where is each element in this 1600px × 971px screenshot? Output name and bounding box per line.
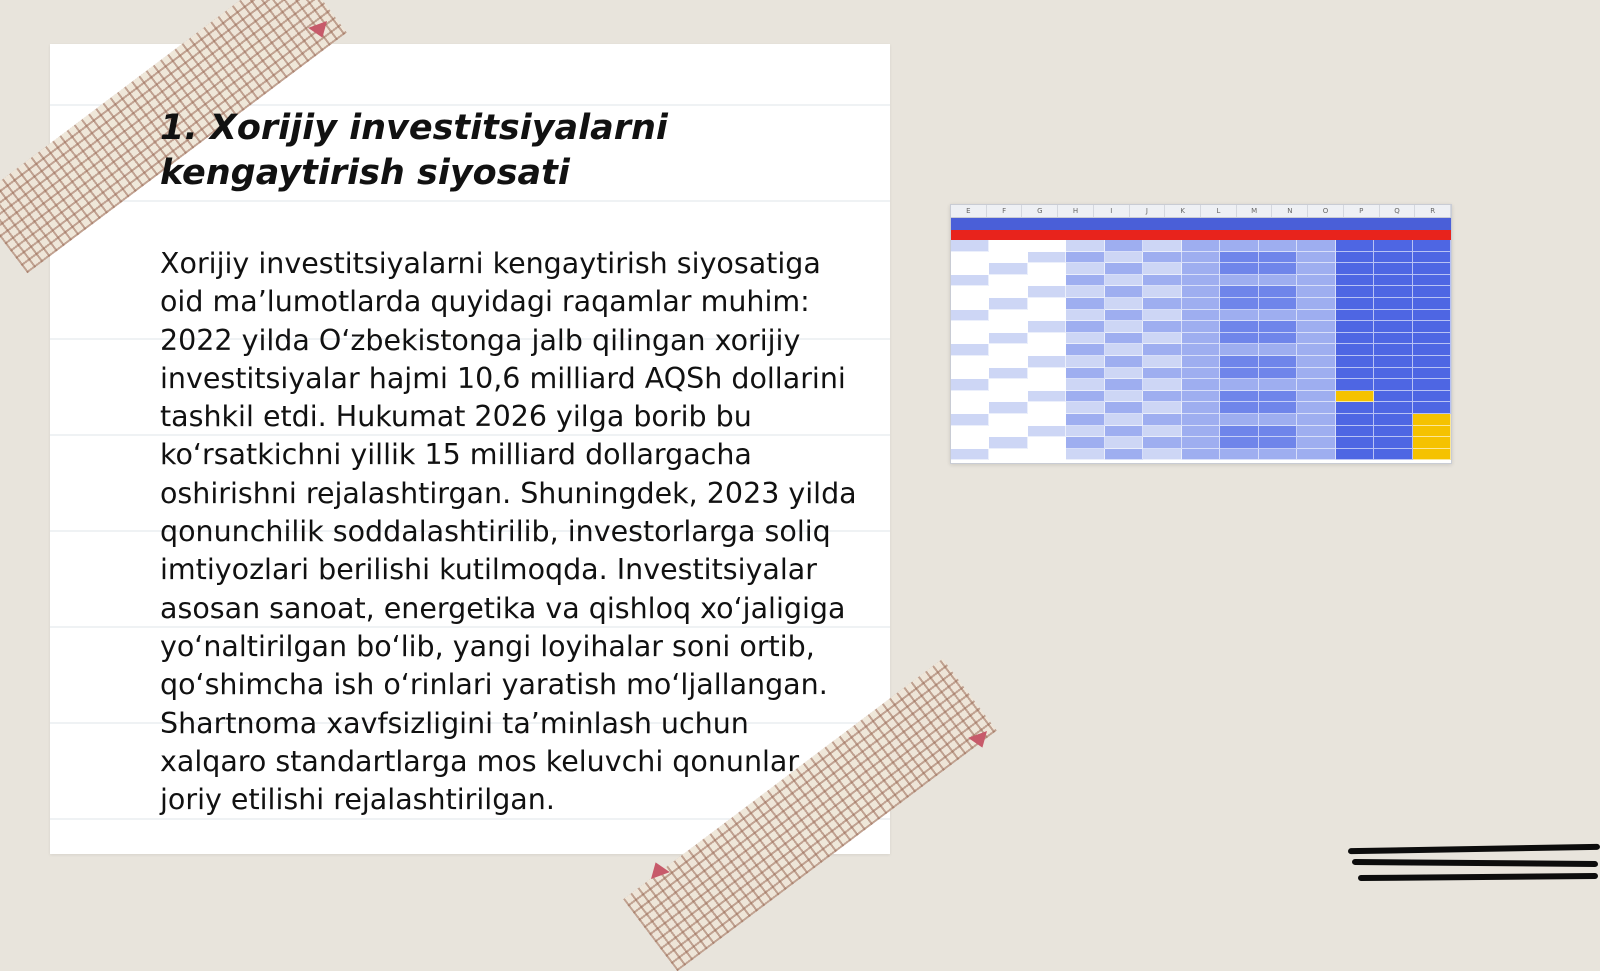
column-letter: E xyxy=(951,205,987,217)
spreadsheet-cell xyxy=(1028,402,1066,414)
spreadsheet-cell xyxy=(1182,426,1220,438)
column-letter: F xyxy=(987,205,1023,217)
spreadsheet-cell xyxy=(1066,286,1104,298)
spreadsheet-cell xyxy=(1413,240,1451,252)
brush-stroke xyxy=(1352,859,1598,867)
spreadsheet-cell xyxy=(1182,344,1220,356)
spreadsheet-cell xyxy=(951,321,989,333)
spreadsheet-cell xyxy=(1028,286,1066,298)
spreadsheet-cell xyxy=(1336,321,1374,333)
spreadsheet-cell xyxy=(1259,356,1297,368)
spreadsheet-cell xyxy=(1220,426,1258,438)
spreadsheet-cell xyxy=(1374,298,1412,310)
spreadsheet-cell xyxy=(1066,437,1104,449)
spreadsheet-cell xyxy=(951,310,989,322)
spreadsheet-cell xyxy=(1182,240,1220,252)
spreadsheet-cell xyxy=(989,426,1027,438)
spreadsheet-cell xyxy=(951,426,989,438)
column-letter: L xyxy=(1201,205,1237,217)
spreadsheet-cell xyxy=(1259,263,1297,275)
title-line-1: 1. Xorijiy investitsiyalarni xyxy=(160,108,668,148)
spreadsheet-cell xyxy=(1259,240,1297,252)
spreadsheet-cell xyxy=(1374,263,1412,275)
spreadsheet-cell xyxy=(1066,298,1104,310)
spreadsheet-cell xyxy=(1220,240,1258,252)
spreadsheet-cell xyxy=(989,252,1027,264)
spreadsheet-cell xyxy=(1182,321,1220,333)
spreadsheet-cell xyxy=(1143,263,1181,275)
spreadsheet-cell xyxy=(1066,263,1104,275)
spreadsheet-cell xyxy=(989,263,1027,275)
spreadsheet-cell xyxy=(1105,286,1143,298)
spreadsheet-cell xyxy=(1105,449,1143,461)
spreadsheet-cell xyxy=(1220,333,1258,345)
spreadsheet-cell xyxy=(1028,426,1066,438)
spreadsheet-cell xyxy=(1297,333,1335,345)
spreadsheet-cell xyxy=(1374,344,1412,356)
spreadsheet-cell xyxy=(1259,298,1297,310)
spreadsheet-cell xyxy=(951,333,989,345)
column-letter: M xyxy=(1237,205,1273,217)
spreadsheet-cell xyxy=(1220,286,1258,298)
spreadsheet-cell xyxy=(1336,368,1374,380)
spreadsheet-cell xyxy=(1028,356,1066,368)
spreadsheet-cell xyxy=(1336,286,1374,298)
spreadsheet-cell xyxy=(1182,356,1220,368)
spreadsheet-cell xyxy=(1105,426,1143,438)
spreadsheet-cell xyxy=(1143,437,1181,449)
spreadsheet-cell xyxy=(1105,298,1143,310)
spreadsheet-cell xyxy=(1413,368,1451,380)
spreadsheet-cell xyxy=(1182,368,1220,380)
spreadsheet-cell xyxy=(1259,437,1297,449)
spreadsheet-cell xyxy=(1297,252,1335,264)
spreadsheet-cell xyxy=(1297,391,1335,403)
slide-body-text: Xorijiy investitsiyalarni kengaytirish siyosatiga oid ma’lumotlarda quyidagi raqamlar muhim: 2022 yilda O‘zbekistonga jalb qilingan xorijiy investitsiyalar hajmi 10,6 milliard AQSh dollarini tashkil etdi. Hukumat 2026 yilga borib bu ko‘rsatkichni yillik 15 milliard dollargacha oshirishni rejalashtirgan. Shuningdek, 2023 yilda qonunchilik soddalashtirilib, investorlarga soliq imtiyozlari berilishi kutilmoqda. Investitsiyalar asosan sanoat, energetika va qishloq xo‘jaligiga yo‘naltirilgan bo‘lib, yangi loyihalar soni ortib, qo‘shimcha ish o‘rinlari yaratish mo‘ljallangan. Shartnoma xavfsizligini ta’minlash uchun xalqaro standartlarga mos keluvchi qonunlar joriy etilishi rejalashtirilgan. xyxy=(160,247,857,817)
spreadsheet-cell xyxy=(1259,344,1297,356)
spreadsheet-cell xyxy=(1066,426,1104,438)
spreadsheet-cell xyxy=(1105,240,1143,252)
spreadsheet-cell xyxy=(1413,402,1451,414)
spreadsheet-cell xyxy=(1105,402,1143,414)
spreadsheet-cell xyxy=(1066,240,1104,252)
spreadsheet-cell xyxy=(1413,379,1451,391)
spreadsheet-cell xyxy=(1066,368,1104,380)
spreadsheet-image xyxy=(950,204,1452,464)
spreadsheet-cell xyxy=(1413,310,1451,322)
spreadsheet-cell xyxy=(1220,310,1258,322)
spreadsheet-cell xyxy=(1105,344,1143,356)
spreadsheet-cell xyxy=(1259,333,1297,345)
spreadsheet-cell xyxy=(1336,240,1374,252)
spreadsheet-cell xyxy=(1297,310,1335,322)
spreadsheet-cell xyxy=(1182,275,1220,287)
spreadsheet-cell xyxy=(1259,391,1297,403)
spreadsheet-cell xyxy=(989,344,1027,356)
spreadsheet-cell xyxy=(1028,368,1066,380)
spreadsheet-cell xyxy=(1297,368,1335,380)
spreadsheet-cell xyxy=(1413,449,1451,461)
spreadsheet-cell xyxy=(951,414,989,426)
spreadsheet-cell xyxy=(951,240,989,252)
spreadsheet-cell xyxy=(1413,263,1451,275)
spreadsheet-cell xyxy=(1336,333,1374,345)
spreadsheet-cell xyxy=(1028,252,1066,264)
spreadsheet-cell xyxy=(989,275,1027,287)
spreadsheet-cell xyxy=(1259,286,1297,298)
column-letter: K xyxy=(1165,205,1201,217)
spreadsheet-cell xyxy=(989,333,1027,345)
spreadsheet-cell xyxy=(989,356,1027,368)
spreadsheet-cell xyxy=(951,252,989,264)
spreadsheet-cell xyxy=(1066,252,1104,264)
spreadsheet-cell xyxy=(1066,321,1104,333)
spreadsheet-cell xyxy=(1413,321,1451,333)
title-line-2: kengaytirish siyosati xyxy=(160,153,570,193)
spreadsheet-cell xyxy=(1220,368,1258,380)
spreadsheet-cell xyxy=(1220,263,1258,275)
spreadsheet-cell xyxy=(989,310,1027,322)
spreadsheet-cell xyxy=(1297,263,1335,275)
spreadsheet-cell xyxy=(989,321,1027,333)
spreadsheet-cell xyxy=(1066,379,1104,391)
spreadsheet-cell xyxy=(1182,286,1220,298)
spreadsheet-cell xyxy=(1143,449,1181,461)
spreadsheet-cell xyxy=(1374,391,1412,403)
spreadsheet-cell xyxy=(1374,426,1412,438)
spreadsheet-cell xyxy=(1413,356,1451,368)
column-letter: I xyxy=(1094,205,1130,217)
spreadsheet-blue-header-row xyxy=(951,218,1451,230)
spreadsheet-cell xyxy=(1374,402,1412,414)
spreadsheet-cell xyxy=(1105,321,1143,333)
spreadsheet-cell xyxy=(1105,368,1143,380)
spreadsheet-cell xyxy=(951,356,989,368)
spreadsheet-cell xyxy=(1028,344,1066,356)
spreadsheet-cell xyxy=(1066,275,1104,287)
spreadsheet-cell xyxy=(951,298,989,310)
spreadsheet-cell xyxy=(1220,379,1258,391)
spreadsheet-cell xyxy=(1297,414,1335,426)
spreadsheet-cell xyxy=(1336,275,1374,287)
spreadsheet-cell xyxy=(1413,426,1451,438)
spreadsheet-cell xyxy=(1336,379,1374,391)
spreadsheet-cell xyxy=(989,379,1027,391)
spreadsheet-cell xyxy=(1220,344,1258,356)
spreadsheet-cell xyxy=(1220,298,1258,310)
spreadsheet-cell xyxy=(1028,263,1066,275)
spreadsheet-cell xyxy=(1105,414,1143,426)
spreadsheet-cell xyxy=(1336,391,1374,403)
spreadsheet-cell xyxy=(1143,379,1181,391)
spreadsheet-column-header xyxy=(951,205,1451,218)
spreadsheet-cell xyxy=(1182,391,1220,403)
spreadsheet-cell xyxy=(1220,402,1258,414)
spreadsheet-cell xyxy=(951,437,989,449)
spreadsheet-cell xyxy=(1182,263,1220,275)
brush-stroke xyxy=(1358,873,1598,881)
spreadsheet-cell xyxy=(1336,298,1374,310)
spreadsheet-cell xyxy=(1105,437,1143,449)
spreadsheet-cell xyxy=(1028,298,1066,310)
spreadsheet-cell xyxy=(1182,379,1220,391)
spreadsheet-cell xyxy=(1182,333,1220,345)
spreadsheet-cell xyxy=(951,449,989,461)
spreadsheet-cell xyxy=(1182,449,1220,461)
spreadsheet-cell xyxy=(951,379,989,391)
spreadsheet-cell xyxy=(1336,263,1374,275)
spreadsheet-cell xyxy=(1336,356,1374,368)
spreadsheet-cell xyxy=(1028,437,1066,449)
spreadsheet-cell xyxy=(1297,437,1335,449)
spreadsheet-cell-grid xyxy=(951,240,1451,460)
spreadsheet-cell xyxy=(1143,298,1181,310)
spreadsheet-cell xyxy=(1182,310,1220,322)
spreadsheet-cell xyxy=(1297,379,1335,391)
spreadsheet-cell xyxy=(1028,414,1066,426)
spreadsheet-cell xyxy=(1182,402,1220,414)
column-letter: O xyxy=(1308,205,1344,217)
spreadsheet-cell xyxy=(951,263,989,275)
spreadsheet-cell xyxy=(1374,368,1412,380)
spreadsheet-cell xyxy=(1259,402,1297,414)
spreadsheet-cell xyxy=(1336,310,1374,322)
spreadsheet-cell xyxy=(989,240,1027,252)
spreadsheet-cell xyxy=(1297,344,1335,356)
spreadsheet-cell xyxy=(1143,252,1181,264)
spreadsheet-cell xyxy=(1105,252,1143,264)
spreadsheet-cell xyxy=(1028,333,1066,345)
spreadsheet-cell xyxy=(951,344,989,356)
column-letter: Q xyxy=(1380,205,1416,217)
spreadsheet-cell xyxy=(1143,321,1181,333)
spreadsheet-cell xyxy=(1143,402,1181,414)
spreadsheet-cell xyxy=(1297,321,1335,333)
spreadsheet-cell xyxy=(1028,275,1066,287)
spreadsheet-cell xyxy=(1066,449,1104,461)
spreadsheet-cell xyxy=(1374,240,1412,252)
spreadsheet-cell xyxy=(1413,414,1451,426)
spreadsheet-cell xyxy=(1374,252,1412,264)
spreadsheet-cell xyxy=(1374,310,1412,322)
column-letter: N xyxy=(1272,205,1308,217)
spreadsheet-cell xyxy=(1374,437,1412,449)
spreadsheet-cell xyxy=(1413,437,1451,449)
spreadsheet-cell xyxy=(1413,391,1451,403)
spreadsheet-cell xyxy=(1143,275,1181,287)
spreadsheet-cell xyxy=(1028,321,1066,333)
spreadsheet-cell xyxy=(1413,298,1451,310)
column-letter: J xyxy=(1130,205,1166,217)
spreadsheet-cell xyxy=(1182,252,1220,264)
spreadsheet-cell xyxy=(1182,414,1220,426)
spreadsheet-cell xyxy=(1259,321,1297,333)
spreadsheet-cell xyxy=(1259,426,1297,438)
spreadsheet-cell xyxy=(1297,275,1335,287)
spreadsheet-cell xyxy=(1143,344,1181,356)
spreadsheet-cell xyxy=(1066,356,1104,368)
spreadsheet-cell xyxy=(1105,275,1143,287)
spreadsheet-cell xyxy=(1413,333,1451,345)
spreadsheet-cell xyxy=(1143,426,1181,438)
spreadsheet-cell xyxy=(1028,379,1066,391)
spreadsheet-cell xyxy=(1374,275,1412,287)
spreadsheet-cell xyxy=(1066,414,1104,426)
spreadsheet-cell xyxy=(1105,391,1143,403)
spreadsheet-cell xyxy=(1259,252,1297,264)
spreadsheet-cell xyxy=(1374,449,1412,461)
spreadsheet-cell xyxy=(1374,356,1412,368)
spreadsheet-cell xyxy=(1336,344,1374,356)
spreadsheet-cell xyxy=(1028,240,1066,252)
spreadsheet-cell xyxy=(1413,286,1451,298)
spreadsheet-cell xyxy=(1297,286,1335,298)
spreadsheet-cell xyxy=(1336,252,1374,264)
spreadsheet-red-header-row xyxy=(951,230,1451,240)
spreadsheet-cell xyxy=(1259,449,1297,461)
spreadsheet-cell xyxy=(1297,356,1335,368)
spreadsheet-cell xyxy=(1143,414,1181,426)
spreadsheet-cell xyxy=(1374,333,1412,345)
spreadsheet-cell xyxy=(951,391,989,403)
spreadsheet-cell xyxy=(1105,379,1143,391)
spreadsheet-cell xyxy=(1220,275,1258,287)
spreadsheet-cell xyxy=(1220,356,1258,368)
spreadsheet-cell xyxy=(951,286,989,298)
spreadsheet-cell xyxy=(1297,240,1335,252)
column-letter: H xyxy=(1058,205,1094,217)
spreadsheet-cell xyxy=(989,286,1027,298)
spreadsheet-cell xyxy=(1259,275,1297,287)
spreadsheet-cell xyxy=(1220,391,1258,403)
column-letter: G xyxy=(1022,205,1058,217)
spreadsheet-cell xyxy=(989,298,1027,310)
spreadsheet-cell xyxy=(1105,310,1143,322)
spreadsheet-cell xyxy=(1220,437,1258,449)
spreadsheet-cell xyxy=(1374,414,1412,426)
spreadsheet-cell xyxy=(1297,298,1335,310)
spreadsheet-cell xyxy=(1143,356,1181,368)
spreadsheet-cell xyxy=(1105,333,1143,345)
spreadsheet-cell xyxy=(1220,252,1258,264)
spreadsheet-cell xyxy=(1066,310,1104,322)
spreadsheet-cell xyxy=(1336,414,1374,426)
spreadsheet-cell xyxy=(1413,252,1451,264)
spreadsheet-cell xyxy=(989,402,1027,414)
spreadsheet-cell xyxy=(1066,344,1104,356)
spreadsheet-cell xyxy=(1297,449,1335,461)
spreadsheet-cell xyxy=(1028,310,1066,322)
spreadsheet-cell xyxy=(1066,402,1104,414)
spreadsheet-cell xyxy=(1143,286,1181,298)
spreadsheet-cell xyxy=(1336,402,1374,414)
spreadsheet-cell xyxy=(1220,321,1258,333)
spreadsheet-cell xyxy=(1220,414,1258,426)
spreadsheet-cell xyxy=(989,414,1027,426)
spreadsheet-cell xyxy=(1143,310,1181,322)
spreadsheet-cell xyxy=(1336,449,1374,461)
spreadsheet-cell xyxy=(989,391,1027,403)
spreadsheet-cell xyxy=(951,368,989,380)
spreadsheet-cell xyxy=(1297,402,1335,414)
column-letter: R xyxy=(1415,205,1451,217)
spreadsheet-cell xyxy=(1105,263,1143,275)
spreadsheet-cell xyxy=(1143,391,1181,403)
spreadsheet-cell xyxy=(1066,333,1104,345)
spreadsheet-cell xyxy=(951,402,989,414)
spreadsheet-cell xyxy=(1028,449,1066,461)
spreadsheet-cell xyxy=(1374,379,1412,391)
spreadsheet-cell xyxy=(1066,391,1104,403)
spreadsheet-cell xyxy=(1143,368,1181,380)
spreadsheet-cell xyxy=(1028,391,1066,403)
spreadsheet-cell xyxy=(1413,275,1451,287)
spreadsheet-cell xyxy=(1105,356,1143,368)
spreadsheet-cell xyxy=(1143,333,1181,345)
column-letter: P xyxy=(1344,205,1380,217)
spreadsheet-cell xyxy=(1259,414,1297,426)
spreadsheet-cell xyxy=(989,437,1027,449)
brush-stroke xyxy=(1348,844,1600,854)
spreadsheet-cell xyxy=(1336,437,1374,449)
spreadsheet-cell xyxy=(1374,286,1412,298)
spreadsheet-cell xyxy=(1182,298,1220,310)
spreadsheet-cell xyxy=(1143,240,1181,252)
spreadsheet-cell xyxy=(1336,426,1374,438)
spreadsheet-cell xyxy=(989,368,1027,380)
spreadsheet-cell xyxy=(1259,368,1297,380)
spreadsheet-cell xyxy=(951,275,989,287)
spreadsheet-cell xyxy=(989,449,1027,461)
slide-title xyxy=(160,106,720,196)
spreadsheet-cell xyxy=(1297,426,1335,438)
spreadsheet-cell xyxy=(1374,321,1412,333)
spreadsheet-cell xyxy=(1259,379,1297,391)
spreadsheet-cell xyxy=(1220,449,1258,461)
spreadsheet-cell xyxy=(1182,437,1220,449)
spreadsheet-cell xyxy=(1413,344,1451,356)
spreadsheet-cell xyxy=(1259,310,1297,322)
